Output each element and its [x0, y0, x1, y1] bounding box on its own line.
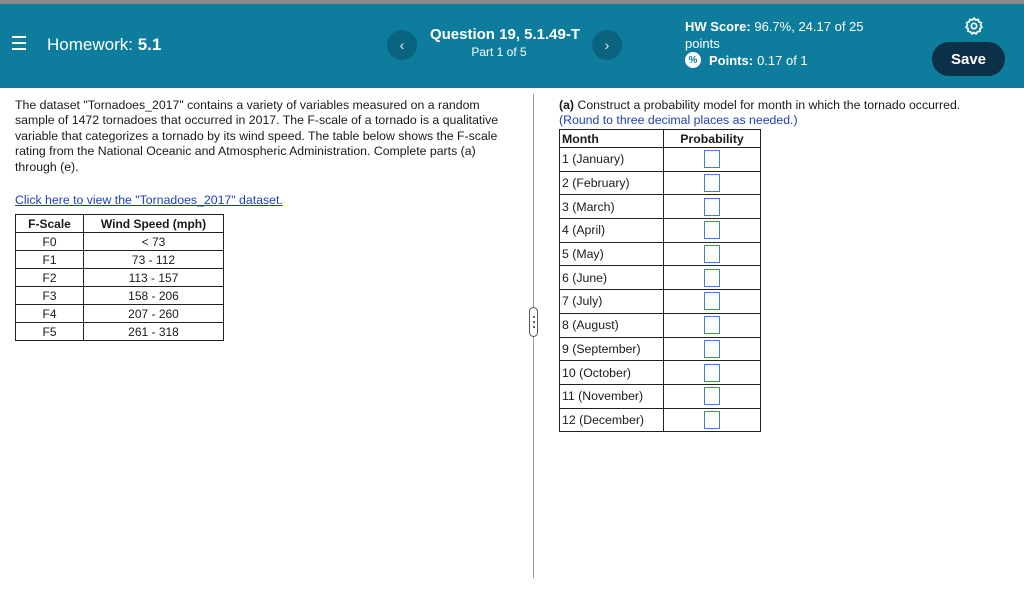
probability-input[interactable] — [704, 340, 720, 358]
column-header: Wind Speed (mph) — [84, 215, 224, 233]
fscale-cell: F4 — [16, 305, 84, 323]
table-header-row — [560, 130, 761, 148]
month-cell: 10 (October) — [560, 361, 664, 385]
fscale-cell: F3 — [16, 287, 84, 305]
chevron-left-icon: ‹ — [399, 37, 405, 53]
part-a-label: (a) — [559, 98, 575, 112]
month-cell: 3 (March) — [560, 195, 664, 219]
problem-pane — [15, 98, 515, 209]
part-a-instruction — [559, 98, 960, 113]
hw-score — [685, 18, 885, 52]
table-row — [16, 287, 224, 305]
month-cell: 2 (February) — [560, 171, 664, 195]
question-title: Question 19, 5.1.49-T — [429, 26, 581, 43]
table-row — [560, 313, 761, 337]
wind-speed-cell: 207 - 260 — [84, 305, 224, 323]
table-row — [560, 195, 761, 219]
month-cell: 1 (January) — [560, 148, 664, 172]
table-row — [16, 233, 224, 251]
table-row — [560, 408, 761, 432]
probability-input[interactable] — [704, 174, 720, 192]
month-cell: 5 (May) — [560, 242, 664, 266]
previous-question-button[interactable] — [387, 30, 417, 60]
month-header: Month — [560, 130, 664, 148]
month-cell: 8 (August) — [560, 313, 664, 337]
table-row — [560, 290, 761, 314]
hw-score-label: HW Score: — [685, 19, 751, 34]
table-row — [16, 305, 224, 323]
header-bar — [0, 4, 1024, 88]
points-value: 0.17 of 1 — [757, 52, 808, 68]
probability-input[interactable] — [704, 150, 720, 168]
table-header-row — [16, 215, 224, 233]
probability-input[interactable] — [704, 292, 720, 310]
round-note: (Round to three decimal places as needed.) — [559, 113, 798, 127]
homework-number: 5.1 — [137, 35, 162, 54]
dataset-link[interactable]: Click here to view the "Tornadoes_2017" dataset. — [15, 193, 283, 208]
table-row — [560, 266, 761, 290]
next-question-button[interactable] — [592, 30, 622, 60]
fscale-cell: F0 — [16, 233, 84, 251]
part-a-text: Construct a probability model for month in which the tornado occurred. — [577, 98, 961, 112]
table-row — [560, 171, 761, 195]
probability-input[interactable] — [704, 198, 720, 216]
table-row — [16, 251, 224, 269]
homework-label: Homework: — [47, 35, 133, 54]
month-cell: 11 (November) — [560, 384, 664, 408]
chevron-right-icon: › — [604, 37, 610, 53]
table-row — [16, 323, 224, 341]
fscale-cell: F2 — [16, 269, 84, 287]
hw-score-value: 96.7%, 24.17 of 25 points — [685, 19, 864, 51]
wind-speed-cell: 261 - 318 — [84, 323, 224, 341]
table-row — [16, 269, 224, 287]
wind-speed-cell: < 73 — [84, 233, 224, 251]
menu-icon[interactable] — [12, 36, 28, 50]
wind-speed-cell: 113 - 157 — [84, 269, 224, 287]
month-cell: 12 (December) — [560, 408, 664, 432]
month-cell: 9 (September) — [560, 337, 664, 361]
probability-input[interactable] — [704, 245, 720, 263]
table-row — [560, 242, 761, 266]
fscale-table — [15, 214, 224, 341]
partial-credit-icon: % — [685, 52, 701, 68]
table-row — [560, 148, 761, 172]
points-label: Points: — [709, 52, 754, 68]
homework-title — [47, 35, 161, 55]
question-part: Part 1 of 5 — [471, 45, 527, 59]
probability-input[interactable] — [704, 221, 720, 239]
month-cell: 7 (July) — [560, 290, 664, 314]
table-row — [560, 337, 761, 361]
wind-speed-cell: 73 - 112 — [84, 251, 224, 269]
gear-icon[interactable] — [964, 16, 984, 36]
points-status — [685, 52, 808, 68]
probability-header: Probability — [664, 130, 761, 148]
fscale-cell: F1 — [16, 251, 84, 269]
probability-input[interactable] — [704, 316, 720, 334]
probability-input[interactable] — [704, 411, 720, 429]
probability-table — [559, 129, 761, 432]
probability-input[interactable] — [704, 364, 720, 382]
month-cell: 4 (April) — [560, 219, 664, 243]
pane-resize-handle[interactable] — [529, 307, 538, 337]
wind-speed-cell: 158 - 206 — [84, 287, 224, 305]
table-row — [560, 219, 761, 243]
answer-pane — [559, 98, 960, 128]
probability-input[interactable] — [704, 269, 720, 287]
problem-text: The dataset "Tornadoes_2017" contains a variety of variables measured on a random sample of 1472 tornadoes that occurred in 2017. The F-scale of a tornado is a qualitative variable that categorizes a tornado by its wind speed. The table below shows the F-scale rating from the National Oceanic and Atmospheric Administration. Complete parts (a) through (e). — [15, 98, 499, 174]
table-row — [560, 361, 761, 385]
month-cell: 6 (June) — [560, 266, 664, 290]
probability-input[interactable] — [704, 387, 720, 405]
fscale-cell: F5 — [16, 323, 84, 341]
save-button[interactable]: Save — [932, 42, 1005, 76]
table-row — [560, 384, 761, 408]
column-header: F-Scale — [16, 215, 84, 233]
